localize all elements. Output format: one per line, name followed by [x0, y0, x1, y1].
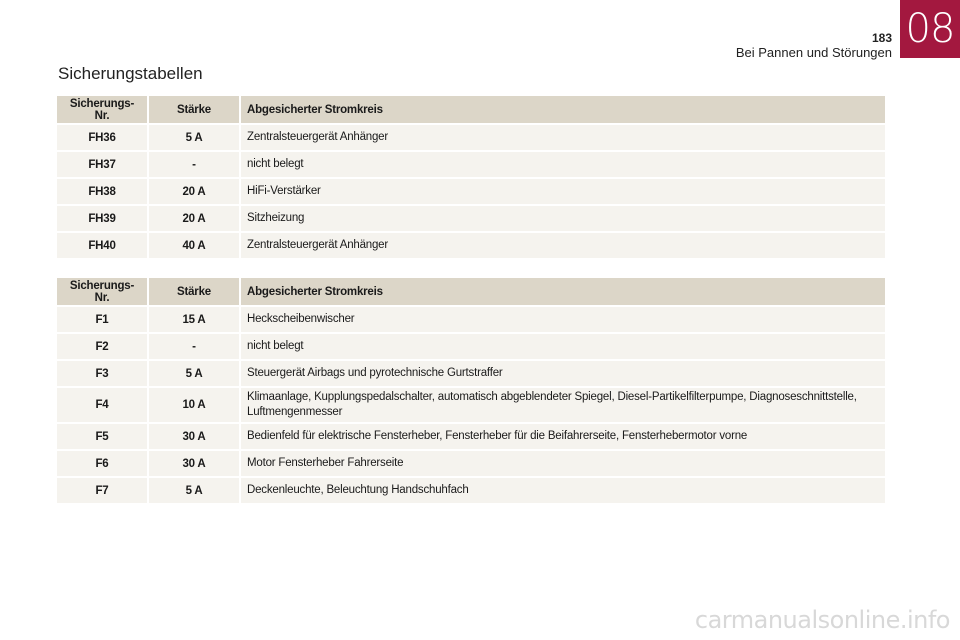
fuse-circuit-cell: nicht belegt [241, 334, 885, 359]
table-row [57, 361, 885, 386]
chapter-title: Bei Pannen und Störungen [735, 45, 892, 60]
fuse-circuit-cell: Klimaanlage, Kupplungspedalschalter, automatisch abgeblendeter Spiegel, Diesel-Partikelfilterpumpe, Diagnoseschnittstelle, Luftmengenmesser [241, 388, 885, 422]
column-header-circuit: Abgesicherter Stromkreis [241, 96, 885, 123]
fuse-rating-cell: - [149, 334, 241, 359]
column-header-fuse-number: Sicherungs-Nr. [57, 96, 149, 123]
fuse-rating-cell: 5 A [149, 125, 241, 150]
table-row [57, 478, 885, 503]
table-row [57, 334, 885, 359]
table-row [57, 125, 885, 150]
fuse-rating-cell: 40 A [149, 233, 241, 258]
table-row [57, 179, 885, 204]
table-row [57, 451, 885, 476]
table-row [57, 307, 885, 332]
watermark: carmanualsonline.info [694, 606, 950, 634]
fuse-rating-cell: 15 A [149, 307, 241, 332]
table-header-row [57, 278, 885, 305]
fuse-rating-cell: 30 A [149, 451, 241, 476]
fuse-number-cell: F2 [57, 334, 149, 359]
fuse-rating-cell: - [149, 152, 241, 177]
fuse-circuit-cell: HiFi-Verstärker [241, 179, 885, 204]
table-row [57, 424, 885, 449]
fuse-rating-cell: 10 A [149, 388, 241, 422]
table-row [57, 152, 885, 177]
fuse-rating-cell: 20 A [149, 179, 241, 204]
fuse-number-cell: F5 [57, 424, 149, 449]
section-heading: Sicherungstabellen [58, 64, 203, 83]
column-header-circuit: Abgesicherter Stromkreis [241, 278, 885, 305]
fuse-number-cell: F6 [57, 451, 149, 476]
fuse-circuit-cell: Zentralsteuergerät Anhänger [241, 125, 885, 150]
column-header-rating: Stärke [149, 278, 241, 305]
table-row [57, 206, 885, 231]
page-number: 183 [871, 31, 892, 45]
fuse-number-cell: FH38 [57, 179, 149, 204]
table-row [57, 388, 885, 422]
fuse-number-cell: F3 [57, 361, 149, 386]
fuse-number-cell: FH37 [57, 152, 149, 177]
fuse-circuit-cell: Motor Fensterheber Fahrerseite [241, 451, 885, 476]
fuse-circuit-cell: Bedienfeld für elektrische Fensterheber, Fensterheber für die Beifahrerseite, Fensterhebermotor vorne [241, 424, 885, 449]
fuse-circuit-cell: nicht belegt [241, 152, 885, 177]
fuse-circuit-cell: Deckenleuchte, Beleuchtung Handschuhfach [241, 478, 885, 503]
fuse-number-cell: F1 [57, 307, 149, 332]
fuse-circuit-cell: Steuergerät Airbags und pyrotechnische Gurtstraffer [241, 361, 885, 386]
fuse-table-fh [57, 94, 885, 260]
table-header-row [57, 96, 885, 123]
fuse-rating-cell: 5 A [149, 478, 241, 503]
fuse-circuit-cell: Heckscheibenwischer [241, 307, 885, 332]
table-row [57, 233, 885, 258]
fuse-rating-cell: 5 A [149, 361, 241, 386]
fuse-table-f [57, 276, 885, 505]
fuse-number-cell: FH40 [57, 233, 149, 258]
fuse-rating-cell: 20 A [149, 206, 241, 231]
fuse-number-cell: FH36 [57, 125, 149, 150]
fuse-number-cell: F4 [57, 388, 149, 422]
fuse-rating-cell: 30 A [149, 424, 241, 449]
fuse-number-cell: FH39 [57, 206, 149, 231]
column-header-rating: Stärke [149, 96, 241, 123]
chapter-tab: 08 [900, 0, 960, 58]
fuse-number-cell: F7 [57, 478, 149, 503]
fuse-circuit-cell: Sitzheizung [241, 206, 885, 231]
column-header-fuse-number: Sicherungs-Nr. [57, 278, 149, 305]
fuse-circuit-cell: Zentralsteuergerät Anhänger [241, 233, 885, 258]
